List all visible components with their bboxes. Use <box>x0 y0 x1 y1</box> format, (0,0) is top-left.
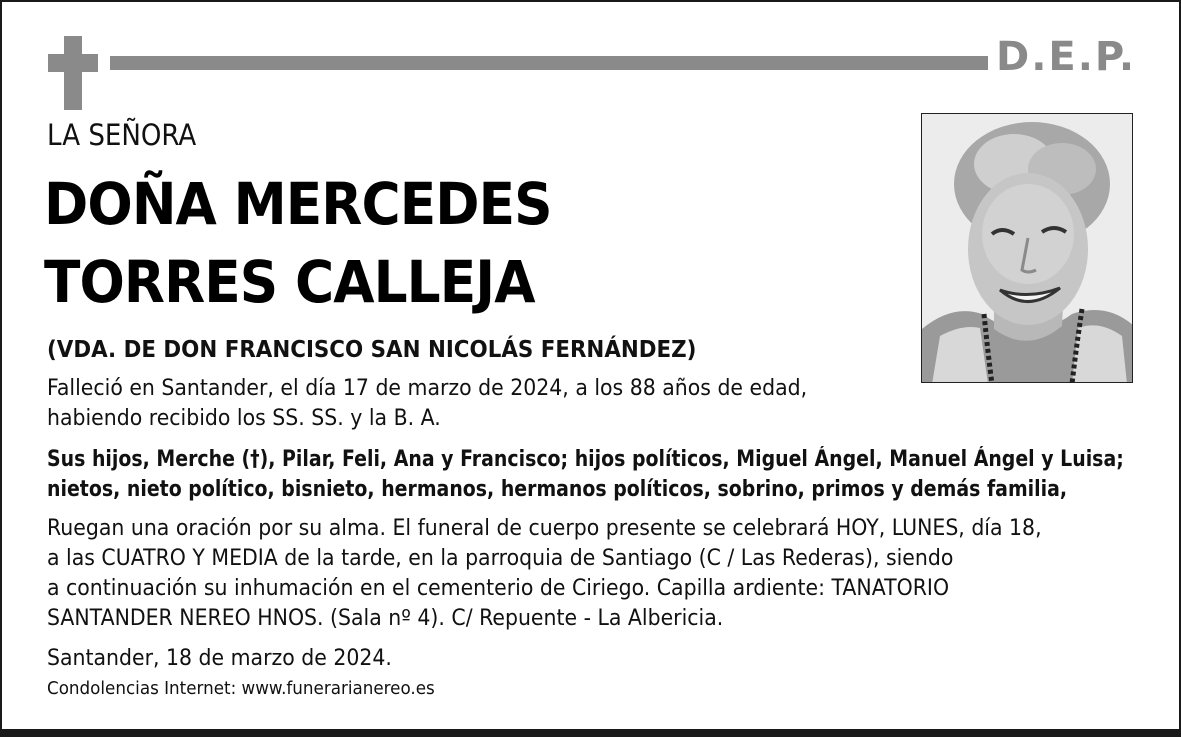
portrait-photo <box>921 113 1133 383</box>
deceased-name-line1: DOÑA MERCEDES <box>44 170 552 238</box>
condolences-line: Condolencias Internet: www.funerarianereo.es <box>47 678 435 699</box>
header-rule <box>110 56 988 70</box>
funeral-line-4: SANTANDER NEREO HNOS. (Sala nº 4). C/ Repuente - La Albericia. <box>47 606 724 631</box>
date-line: Santander, 18 de marzo de 2024. <box>47 646 392 671</box>
funeral-line-3: a continuación su inhumación en el cementerio de Ciriego. Capilla ardiente: TANATORIO <box>47 576 950 601</box>
death-line-1: Falleció en Santander, el día 17 de marzo de 2024, a los 88 años de edad, <box>47 376 808 401</box>
cross-icon <box>48 36 98 110</box>
family-line-2: nietos, nieto político, bisnieto, hermanos, hermanos políticos, sobrino, primos y demás familia, <box>47 477 1068 502</box>
deceased-name-line2: TORRES CALLEJA <box>44 248 535 316</box>
funeral-line-1: Ruegan una oración por su alma. El funeral de cuerpo presente se celebrará HOY, LUNES, día 18, <box>47 516 1042 541</box>
funeral-line-2: a las CUATRO Y MEDIA de la tarde, en la parroquia de Santiago (C / Las Rederas), siendo <box>47 546 954 571</box>
widow-line: (VDA. DE DON FRANCISCO SAN NICOLÁS FERNÁNDEZ) <box>47 337 697 363</box>
death-line-2: habiendo recibido los SS. SS. y la B. A. <box>47 406 441 431</box>
family-line-1: Sus hijos, Merche (†), Pilar, Feli, Ana y Francisco; hijos políticos, Miguel Ángel, Manuel Ángel y Luisa; <box>47 447 1124 472</box>
dep-heading: D.E.P. <box>996 34 1137 80</box>
title-label: LA SEÑORA <box>47 118 197 152</box>
